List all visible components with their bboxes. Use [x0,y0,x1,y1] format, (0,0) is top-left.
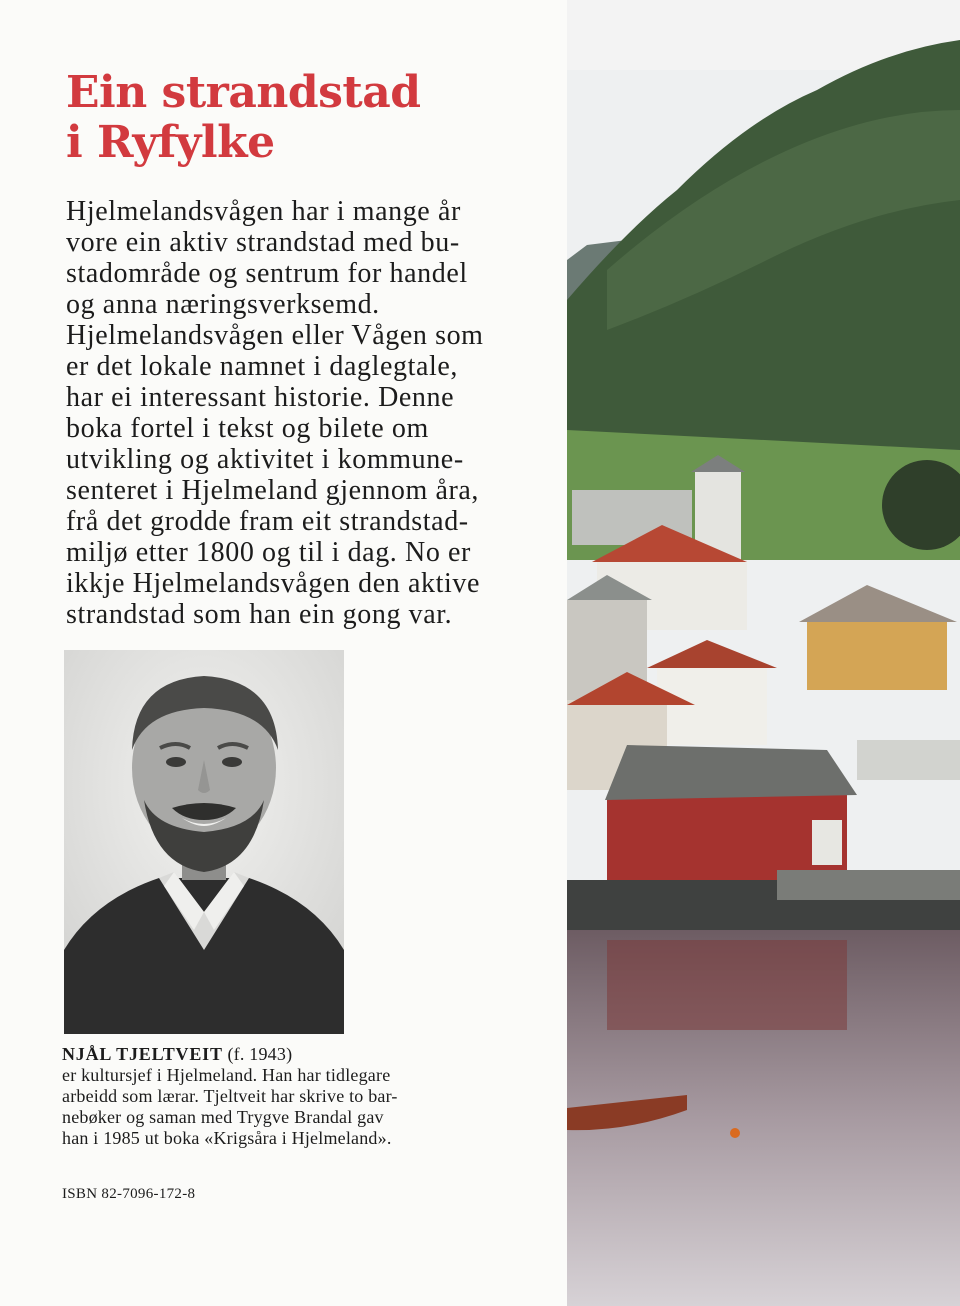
bio-line: han i 1985 ut boka «Krigsåra i Hjelmeland». [62,1128,392,1148]
intro-line: vore ein aktiv strandstad med bu- [66,227,460,258]
intro-line: stadområde og sentrum for handel [66,258,468,289]
title-line-2: i Ryfylke [66,117,275,168]
intro-line: utvikling og aktivitet i kommune- [66,444,464,475]
book-title [66,68,526,168]
intro-line: senteret i Hjelmeland gjennom åra, [66,475,480,506]
author-bio [62,1044,532,1149]
intro-line: boka fortel i tekst og bilete om [66,413,429,444]
author-portrait [64,650,344,1034]
intro-line: er det lokale namnet i daglegtale, [66,351,459,382]
intro-line: frå det grodde fram eit strandstad- [66,506,469,537]
intro-line: ikkje Hjelmelandsvågen den aktive [66,568,481,599]
intro-line: miljø etter 1800 og til i dag. No er [66,537,471,568]
cover-photo-harbour [567,0,960,1306]
intro-line: Hjelmelandsvågen eller Vågen som [66,320,484,351]
title-line-1: Ein strandstad [66,67,421,118]
intro-line: strandstad som han ein gong var. [66,599,453,630]
author-name: NJÅL TJELTVEIT [62,1044,223,1064]
intro-line: Hjelmelandsvågen har i mange år [66,196,461,227]
author-heading [62,1044,532,1065]
bio-line: nebøker og saman med Trygve Brandal gav [62,1107,384,1127]
intro-paragraph [66,196,546,630]
intro-line: og anna næringsverksemd. [66,289,380,320]
isbn-number: ISBN 82-7096-172-8 [62,1186,196,1202]
author-born: (f. 1943) [227,1044,293,1064]
bio-line: arbeidd som lærar. Tjeltveit har skrive to bar- [62,1086,398,1106]
bio-line: er kultursjef i Hjelmeland. Han har tidlegare [62,1065,391,1085]
intro-line: har ei interessant historie. Denne [66,382,455,413]
